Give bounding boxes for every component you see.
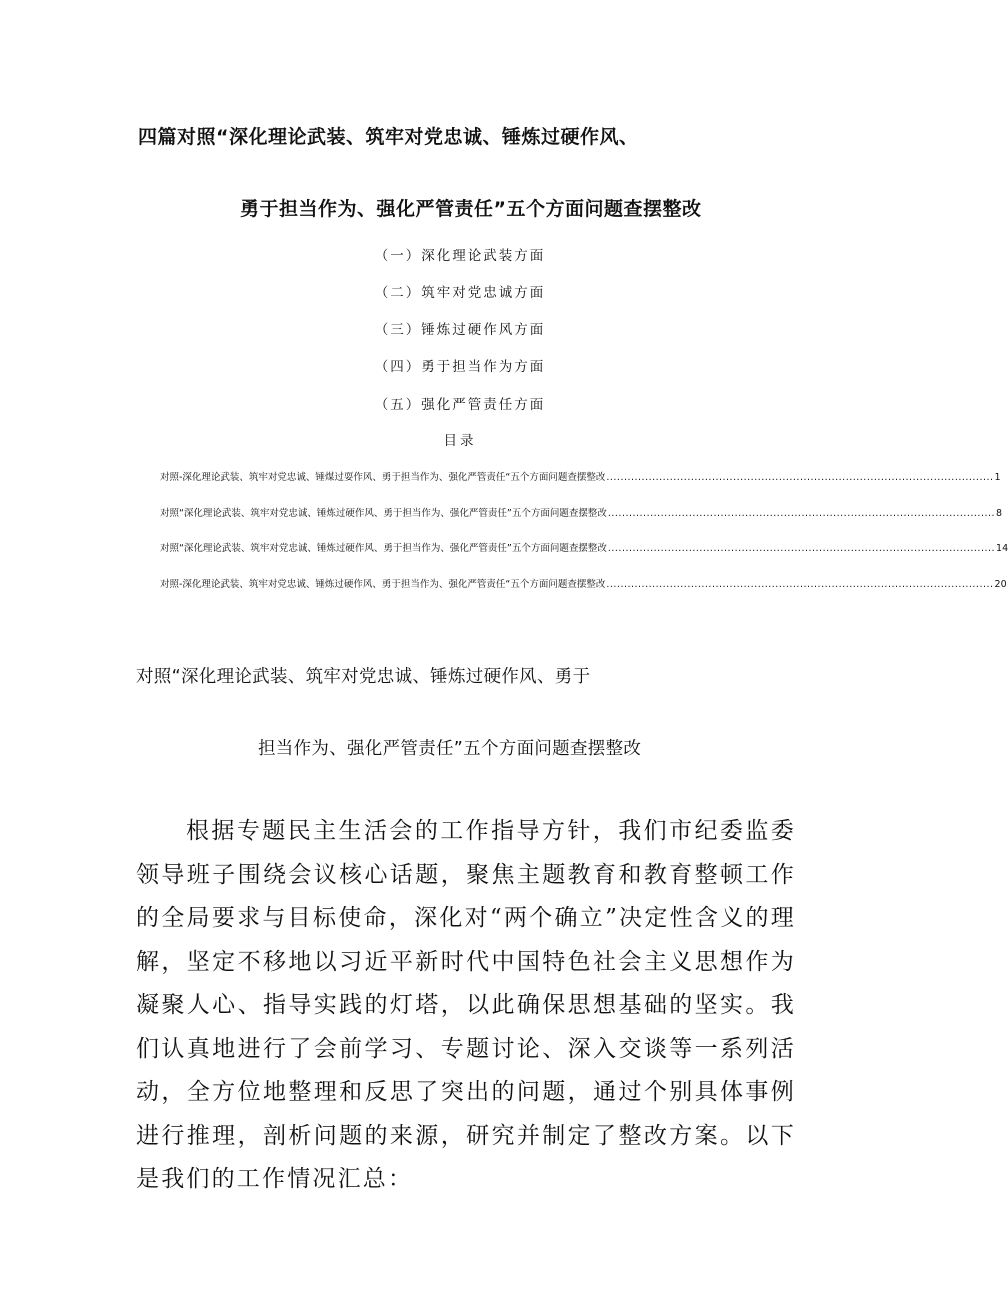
document-title-line-1: 四篇对照“深化理论武装、筑牢对党忠诚、锤炼过硬作风、: [138, 126, 639, 148]
document-title-line-2: 勇于担当作为、强化严管责任”五个方面问题查摆整改: [240, 198, 702, 220]
sub-item-4: （四）勇于担当作为方面: [374, 359, 546, 375]
toc-entry-page: 14: [996, 543, 1008, 554]
toc-leader-dots: ..............................................................................................................: [606, 579, 994, 590]
toc-heading: 目录: [443, 433, 477, 449]
toc-entry-title: 对照“深化理论武装、筑牢对党忠诚、锤炼过硬作风、勇于担当作为、强化严管责任”五个方面问题查摆整改: [160, 543, 607, 554]
section-title-line-2: 担当作为、强化严管责任”五个方面问题查摆整改: [258, 739, 642, 759]
section-title-line-1: 对照“深化理论武装、筑牢对党忠诚、锤炼过硬作风、勇于: [136, 667, 591, 687]
toc-entry[interactable]: [160, 469, 1001, 483]
sub-item-3: （三）锤炼过硬作风方面: [374, 322, 546, 338]
toc-entry-title: 对照-深化理论武装、筑牢对党忠诚、锤炼过硬作风、勇于担当作为、强化严管责任“五个方面问题查摆整改: [160, 579, 606, 590]
toc-entry[interactable]: [160, 505, 1003, 519]
toc-entry[interactable]: [160, 576, 1007, 590]
toc-entry-title: 对照“深化理论武装、筑牢对党忠诚、锤炼过硬作风、勇于担当作为、强化严管责任”五个方面问题查摆整改: [160, 508, 607, 519]
toc-entry-title: 对照-深化理论武装、筑牢对党忠诚、锤煤过耍作风、勇于担当作为、强化严管责任“五个方面问题查摆整改: [160, 472, 606, 483]
body-paragraph: 根据专题民主生活会的工作指导方针，我们市纪委监委领导班子围绕会议核心话题，聚焦主题教育和教育整顿工作的全局要求与目标使命，深化对“两个确立”决定性含义的理解，坚定不移地以习近平新时代中国特色社会主义思想作为凝聚人心、指导实践的灯塔，以此确保思想基础的坚实。我们认真地进行了会前学习、专题讨论、深入交谈等一系列活动，全方位地整理和反思了突出的问题，通过个别具体事例进行推理，剖析问题的来源，研究并制定了整改方案。以下是我们的工作情况汇总：: [136, 818, 796, 1192]
toc-entry-page: 20: [994, 579, 1007, 590]
toc-entry-page: 1: [994, 472, 1001, 483]
toc-entry[interactable]: [160, 540, 1008, 554]
sub-item-5: （五）强化严管责任方面: [374, 397, 546, 413]
sub-item-1: （一）深化理论武装方面: [374, 248, 546, 264]
toc-entry-page: 8: [996, 508, 1003, 519]
sub-item-2: （二）筑牢对党忠诚方面: [374, 285, 546, 301]
toc-leader-dots: ..............................................................................................................: [606, 472, 994, 483]
toc-leader-dots: ..............................................................................................................: [607, 543, 996, 554]
toc-leader-dots: ..............................................................................................................: [607, 508, 996, 519]
